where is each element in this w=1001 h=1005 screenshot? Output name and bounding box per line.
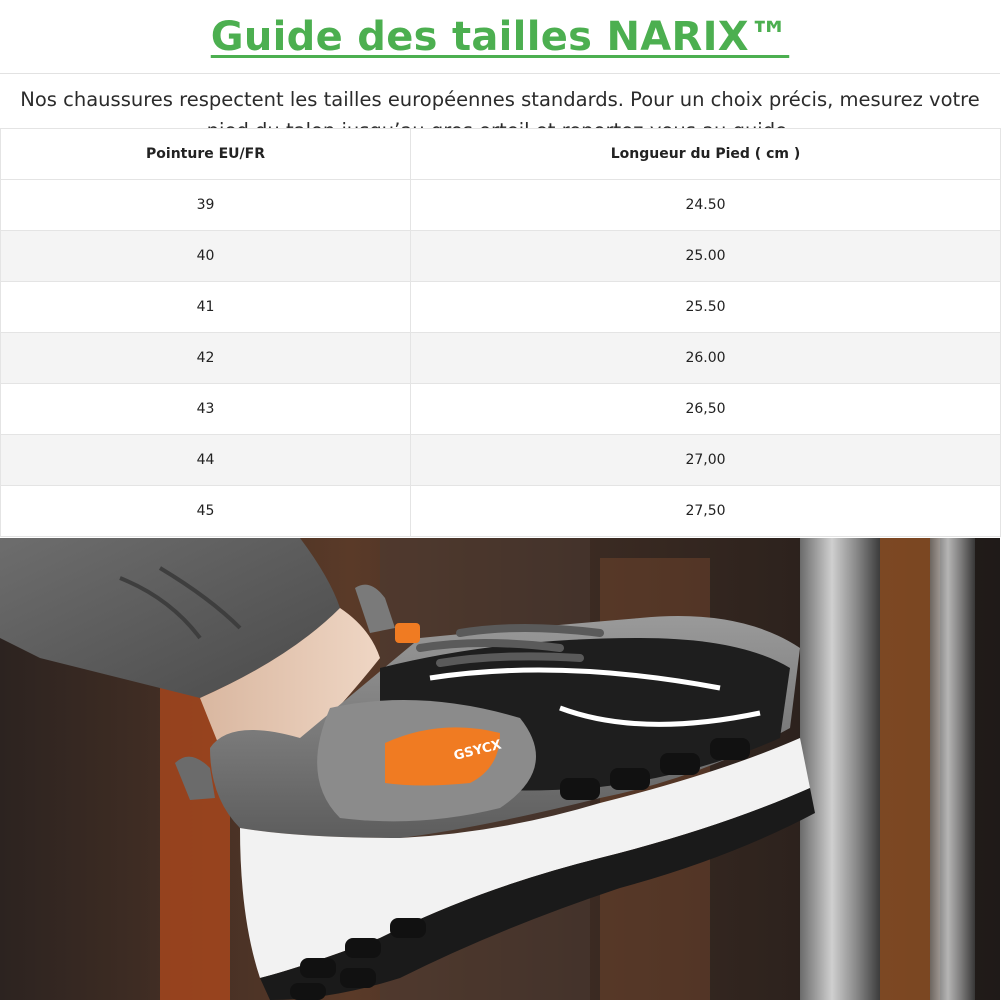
- page-title: Guide des tailles NARIX™: [210, 13, 790, 60]
- table-row: [1, 486, 1001, 537]
- product-photo: [0, 538, 1000, 1000]
- cell-foot-length: 26.00: [411, 333, 1001, 384]
- cell-eu-size: 45: [1, 486, 411, 537]
- sneaker-illustration: [0, 538, 1000, 1000]
- cell-eu-size: 40: [1, 231, 411, 282]
- table-row: [1, 435, 1001, 486]
- table-row: [1, 333, 1001, 384]
- cell-foot-length: 27,00: [411, 435, 1001, 486]
- cell-foot-length: 27,50: [411, 486, 1001, 537]
- cell-foot-length: 26,50: [411, 384, 1001, 435]
- header-foot-length: Longueur du Pied ( cm ): [411, 129, 1001, 180]
- cell-foot-length: 24.50: [411, 180, 1001, 231]
- cell-eu-size: 44: [1, 435, 411, 486]
- cell-foot-length: 25.50: [411, 282, 1001, 333]
- table-row: [1, 180, 1001, 231]
- cell-eu-size: 41: [1, 282, 411, 333]
- title-band: [0, 0, 1000, 74]
- cell-eu-size: 43: [1, 384, 411, 435]
- cell-eu-size: 42: [1, 333, 411, 384]
- table-row: [1, 384, 1001, 435]
- intro-text: Nos chaussures respectent les tailles européennes standards. Pour un choix précis, mesurez votre: [20, 88, 980, 111]
- table-row: [1, 231, 1001, 282]
- cell-eu-size: 39: [1, 180, 411, 231]
- size-table: [0, 128, 1001, 537]
- header-eu-size: Pointure EU/FR: [1, 129, 411, 180]
- cell-foot-length: 25.00: [411, 231, 1001, 282]
- size-table-header-row: [1, 129, 1001, 180]
- table-row: [1, 282, 1001, 333]
- shoe-badge-text: GSYCX: [452, 737, 504, 764]
